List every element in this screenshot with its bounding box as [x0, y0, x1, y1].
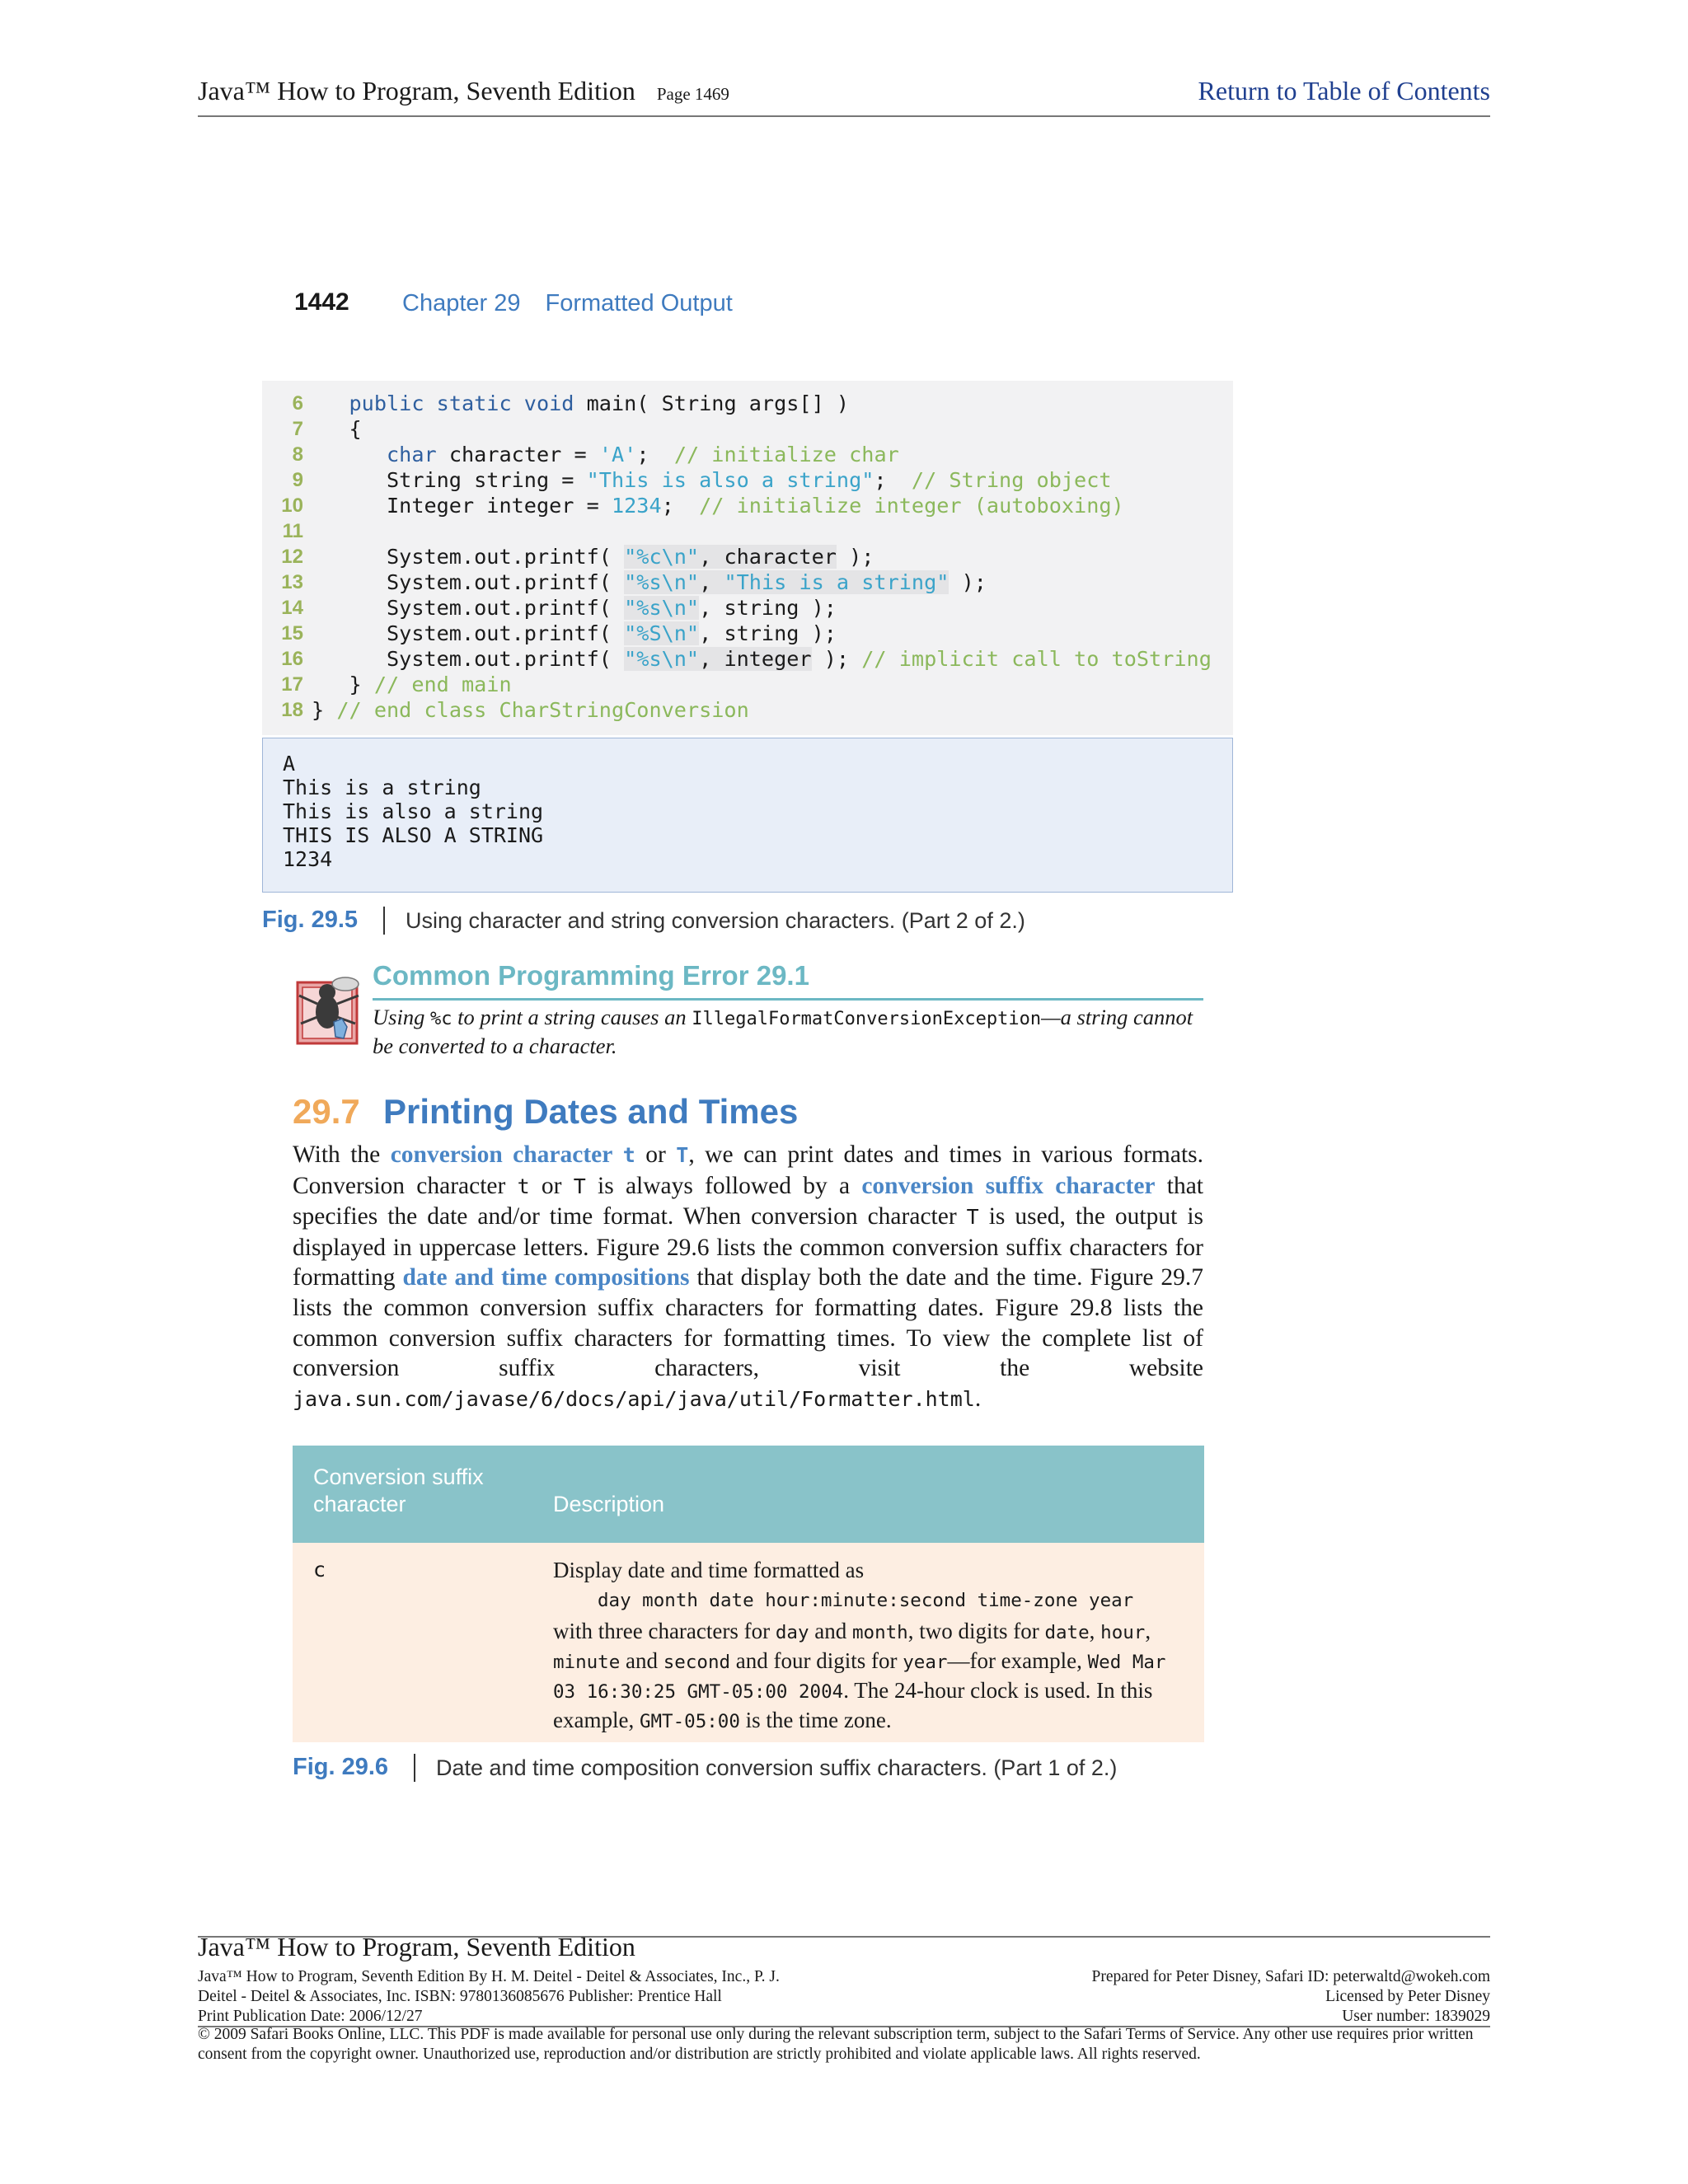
inline-code: year — [903, 1652, 948, 1673]
text: . The 24-hour clock is used. In this example, — [553, 1678, 1153, 1732]
line-number: 10 — [281, 494, 303, 517]
format-example: day month date hour:minute:second time-zone year — [598, 1590, 1134, 1611]
key-term: date and time compositions — [402, 1264, 690, 1291]
text: or — [635, 1141, 677, 1168]
output-line: THIS IS ALSO A STRING — [283, 823, 544, 847]
line-number: 15 — [281, 622, 303, 644]
text: . — [974, 1385, 982, 1412]
footer-book-title: Java™ How to Program, Seventh Edition — [198, 1932, 635, 1961]
inline-code: Wed Mar 03 16:30:25 GMT-05:00 2004 — [553, 1652, 1166, 1703]
inline-code: T — [573, 1174, 586, 1198]
text: is the time zone. — [739, 1708, 892, 1732]
text: and four digits for — [730, 1648, 903, 1673]
section-number: 29.7 — [293, 1092, 360, 1131]
line-number: 16 — [281, 648, 303, 670]
line-number: 14 — [281, 597, 303, 619]
section-title: Printing Dates and Times — [383, 1092, 799, 1131]
key-term: conversion suffix character — [861, 1172, 1156, 1199]
text: , — [1145, 1619, 1151, 1643]
text: , two digits for — [907, 1619, 1045, 1643]
footer-license-line: User number: 1839029 — [1342, 2008, 1490, 2025]
text: and — [809, 1619, 852, 1643]
bug-icon — [294, 971, 363, 1047]
text: or — [529, 1172, 574, 1199]
output-line: 1234 — [283, 847, 333, 871]
error-code: %c — [429, 1009, 452, 1029]
return-to-toc-link[interactable]: Return to Table of Contents — [1198, 76, 1490, 105]
inline-code: hour — [1100, 1622, 1146, 1643]
text: that specifies the date and/or time format. When conversion character — [293, 1172, 1203, 1230]
description-text — [553, 1617, 1192, 1736]
error-box-rule — [373, 998, 1203, 1001]
inline-code: T — [966, 1205, 979, 1230]
inline-code: GMT-05:00 — [639, 1711, 740, 1732]
header-text: character — [313, 1492, 406, 1516]
footer-credit-line: Java™ How to Program, Seventh Edition By H. M. Deitel - Deitel & Associates, Inc., P. J. — [198, 1968, 780, 1985]
chapter-label — [402, 290, 733, 317]
caption-divider — [383, 907, 385, 935]
footer-credit-line: Print Publication Date: 2006/12/27 — [198, 2008, 423, 2025]
figure-label: Fig. 29.6 — [293, 1754, 389, 1780]
table-header — [293, 1446, 1204, 1543]
text: with three characters for — [553, 1619, 776, 1643]
error-code: IllegalFormatConversionException — [692, 1009, 1042, 1029]
output-line: A — [283, 752, 296, 776]
line-number: 9 — [292, 469, 303, 491]
text: With the — [293, 1141, 391, 1168]
chapter-title: Formatted Output — [545, 290, 733, 316]
text: , — [1089, 1619, 1101, 1643]
inline-code: minute — [553, 1652, 621, 1673]
output-line: This is a string — [283, 776, 481, 799]
text: that display both the date and the time. Figure 29.7 lists the common conversion suffix characters for formatting dates. Figure 29.8 lists the common conversion suffix characters for formatting times. To view the complete list of conversion suffix characters, visit the website — [293, 1264, 1204, 1382]
inline-code: month — [851, 1622, 908, 1643]
book-page-number: 1442 — [294, 288, 349, 316]
key-term-code: T — [676, 1143, 689, 1167]
error-box-title: Common Programming Error 29.1 — [373, 960, 809, 991]
header-rule — [198, 115, 1490, 117]
text: is always followed by a — [585, 1172, 862, 1199]
inline-code: second — [663, 1652, 731, 1673]
inline-code: day — [775, 1622, 809, 1643]
column-header-suffix — [313, 1464, 484, 1518]
text: —for example, — [947, 1648, 1088, 1673]
line-number: 13 — [281, 571, 303, 593]
table-cell-suffix: c — [313, 1558, 326, 1582]
text: Display date and time formatted as — [553, 1558, 865, 1582]
caption-divider — [414, 1754, 415, 1782]
output-line: This is also a string — [283, 799, 544, 823]
line-number: 18 — [281, 699, 303, 721]
chapter-number: Chapter 29 — [402, 290, 521, 316]
line-number: 6 — [292, 392, 303, 415]
footer-license-line: Licensed by Peter Disney — [1325, 1988, 1490, 2005]
line-number: 8 — [292, 443, 303, 466]
key-term: conversion character — [390, 1141, 613, 1168]
website-url: java.sun.com/javase/6/docs/api/java/util/Formatter.html — [293, 1386, 975, 1411]
code-listing: 6 public static void main( String args[] ) 7 { 8 char character = 'A'; // initialize char 9 String string = "This is also a string"; // String object 10 Integer integer = 1234; // initialize integer (autoboxing) 11 12 System.out.printf( "%c\n", character ); 13 System.out.printf( "%s\n", "This is a string" ); 14 System.out.printf( "%s\n", string ); 15 System.out.printf( "%S\n", string ); 16 System.out.printf( "%s\n", integer ); // implicit call to toString 17 } // end main 18 } // end class CharStringConversion — [262, 381, 1233, 735]
error-box-text — [373, 1004, 1205, 1060]
text: is used, the output is displayed in uppercase letters. Figure 29.6 lists the common conversion suffix characters for formatting — [293, 1203, 1203, 1291]
key-term-code: t — [622, 1143, 635, 1167]
figure-label: Fig. 29.5 — [262, 907, 359, 933]
line-number: 12 — [281, 546, 303, 568]
line-number: 7 — [292, 418, 303, 440]
inline-code: t — [517, 1174, 530, 1198]
error-text: —a string cannot be converted to a character. — [373, 1005, 1193, 1058]
column-header-description: Description — [553, 1492, 665, 1516]
running-header-title — [198, 76, 729, 106]
table-cell-description — [553, 1556, 1192, 1736]
text: , we can print dates and times in various formats. Conversion character — [293, 1141, 1204, 1199]
footer-copyright: © 2009 Safari Books Online, LLC. This PDF is made available for personal use only during the relevant subscription term, subject to the Safari Terms of Service. Any other use requires prior written consent from the copyright owner. Unauthorized use, reproduction and/or distribution are strictly prohibited and violate applicable laws. All rights reserved. — [198, 2026, 1474, 2063]
header-book-title: Java™ How to Program, Seventh Edition — [198, 76, 635, 105]
figure-caption: Date and time composition conversion suffix characters. (Part 1 of 2.) — [436, 1755, 1118, 1780]
line-number: 17 — [281, 673, 303, 696]
header-page-label: Page 1469 — [656, 84, 729, 104]
header-text: Conversion suffix — [313, 1465, 484, 1489]
footer-credit-line: Deitel - Deitel & Associates, Inc. ISBN: 9780136085676 Publisher: Prentice Hall — [198, 1988, 722, 2005]
figure-caption: Using character and string conversion characters. (Part 2 of 2.) — [406, 908, 1025, 933]
inline-code: date — [1044, 1622, 1090, 1643]
program-output — [262, 738, 1233, 893]
error-text: Using — [373, 1005, 430, 1029]
text: and — [620, 1648, 663, 1673]
line-number: 11 — [282, 520, 303, 542]
body-paragraph — [293, 1140, 1203, 1414]
footer-license-line: Prepared for Peter Disney, Safari ID: peterwaltd@wokeh.com — [1091, 1968, 1490, 1985]
error-text: to print a string causes an — [452, 1005, 692, 1029]
